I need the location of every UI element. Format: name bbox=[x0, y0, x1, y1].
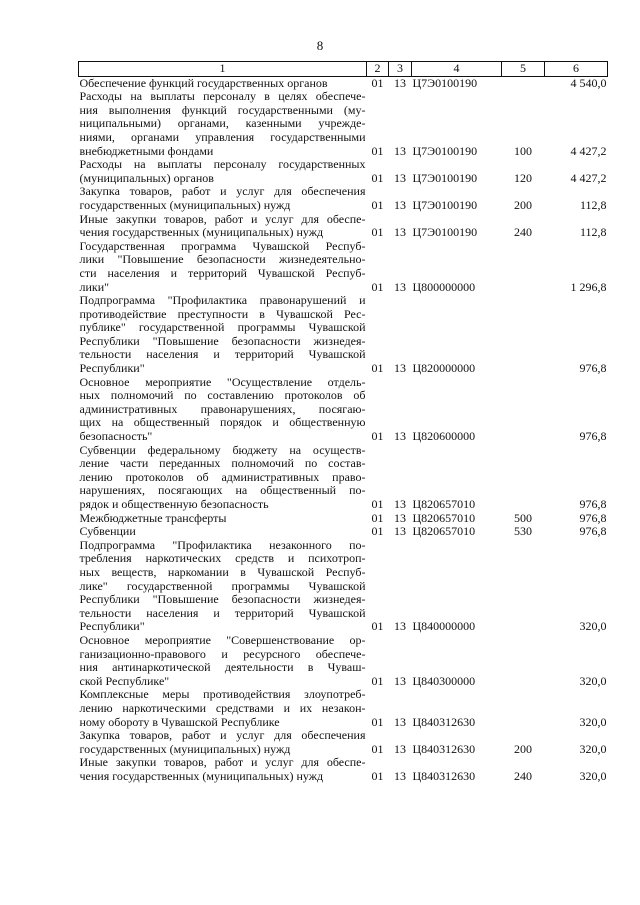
target-article-code: Ц820657010 bbox=[412, 524, 476, 539]
table-row bbox=[79, 376, 608, 444]
subsection-code: 13 bbox=[394, 361, 406, 376]
description-line: чения государственных (муниципальных) нужд bbox=[79, 768, 324, 783]
row-description bbox=[79, 444, 367, 512]
description-line: внебюджетными фондами bbox=[79, 143, 214, 158]
target-article-code: Ц7Э0100190 bbox=[412, 75, 478, 90]
target-article-code: Ц820600000 bbox=[412, 429, 476, 444]
table-row bbox=[79, 688, 608, 729]
row-description bbox=[79, 376, 367, 444]
description-line: ской Республике" bbox=[79, 673, 170, 688]
description-line: сти населения и территорий Чувашской Респуб- bbox=[79, 265, 366, 280]
description-line: публике" государственной программы Чувашской bbox=[79, 320, 366, 335]
table-row bbox=[79, 634, 608, 688]
description-line: государственных (муниципальных) нужд bbox=[79, 197, 291, 212]
amount: 4 427,2 bbox=[570, 143, 607, 158]
section-code: 01 bbox=[371, 714, 384, 729]
target-article-code: Ц7Э0100190 bbox=[412, 170, 478, 185]
target-article-code: Ц840312630 bbox=[412, 768, 476, 783]
subsection-code: 13 bbox=[394, 714, 406, 729]
section-code: 01 bbox=[371, 510, 384, 525]
description-line: рядок и общественную безопасность bbox=[79, 497, 269, 511]
table-row bbox=[79, 539, 608, 634]
amount: 320,0 bbox=[579, 619, 607, 634]
expense-type-code bbox=[502, 76, 545, 90]
description-line: Закупка товаров, работ и услуг для обеспечения bbox=[79, 728, 366, 743]
table-row bbox=[79, 444, 608, 512]
row-description bbox=[79, 756, 367, 783]
row-description bbox=[79, 539, 367, 634]
section-code: 01 bbox=[371, 279, 384, 294]
row-description bbox=[79, 90, 367, 158]
description-line: государственных (муниципальных) нужд bbox=[79, 741, 291, 756]
target-article-code: Ц7Э0100190 bbox=[412, 197, 478, 212]
expense-type-code: 120 bbox=[514, 170, 532, 185]
target-article-code: Ц840000000 bbox=[412, 619, 476, 634]
subsection-code: 13 bbox=[394, 741, 406, 756]
amount: 320,0 bbox=[579, 714, 607, 729]
description-line: ния антинаркотической деятельности в Чуваш- bbox=[79, 660, 366, 675]
subsection-code: 13 bbox=[394, 429, 406, 444]
amount: 976,8 bbox=[579, 524, 607, 539]
expense-type-code bbox=[502, 240, 545, 294]
expense-type-code: 530 bbox=[514, 524, 532, 539]
description-line: чения государственных (муниципальных) нужд bbox=[79, 225, 324, 240]
description-line: Межбюджетные трансферты bbox=[79, 510, 227, 525]
description-line: Республики" bbox=[79, 361, 145, 376]
amount: 320,0 bbox=[579, 741, 607, 756]
target-article-code: Ц7Э0100190 bbox=[412, 143, 478, 158]
description-line: Основное мероприятие "Совершенствование ор- bbox=[79, 632, 366, 647]
table-row bbox=[79, 512, 608, 526]
expense-type-code: 240 bbox=[514, 768, 532, 783]
target-article-code: Ц820000000 bbox=[412, 361, 476, 376]
row-description bbox=[79, 525, 367, 539]
expense-type-code bbox=[502, 634, 545, 688]
row-description bbox=[79, 634, 367, 688]
description-line: Иные закупки товаров, работ и услуг для обеспе- bbox=[79, 755, 366, 770]
section-code: 01 bbox=[371, 673, 384, 688]
subsection-code: 13 bbox=[394, 510, 406, 525]
expense-type-code: 100 bbox=[514, 143, 532, 158]
description-line: Государственная программа Чувашской Респуб- bbox=[79, 238, 366, 253]
section-code: 01 bbox=[371, 361, 384, 376]
section-code: 01 bbox=[371, 143, 384, 158]
row-description bbox=[79, 240, 367, 294]
target-article-code: Ц7Э0100190 bbox=[412, 225, 478, 240]
row-description bbox=[79, 185, 367, 212]
description-line: ному обороту в Чувашской Республике bbox=[79, 714, 280, 729]
description-line: лению наркотическими средствами и их незакон- bbox=[79, 700, 366, 715]
row-description bbox=[79, 158, 367, 185]
description-line: щих на общественный порядок и общественную bbox=[79, 415, 366, 430]
description-line: Иные закупки товаров, работ и услуг для обеспе- bbox=[79, 211, 366, 226]
description-line: административных правонарушениях, посягаю- bbox=[79, 401, 366, 416]
column-header-6: 6 bbox=[545, 62, 608, 77]
header-row bbox=[79, 62, 608, 77]
amount: 4 427,2 bbox=[570, 170, 607, 185]
expense-type-code: 200 bbox=[514, 741, 532, 756]
expense-type-code: 240 bbox=[514, 225, 532, 240]
expense-type-code bbox=[502, 294, 545, 376]
table-row bbox=[79, 294, 608, 376]
description-line: ниями, органами управления государственными bbox=[79, 129, 366, 144]
description-line: Субвенции bbox=[79, 524, 136, 539]
row-description bbox=[79, 76, 367, 90]
target-article-code: Ц840312630 bbox=[412, 741, 476, 756]
table-row bbox=[79, 185, 608, 212]
table-row bbox=[79, 76, 608, 90]
subsection-code: 13 bbox=[394, 75, 406, 90]
description-line: Закупка товаров, работ и услуг для обеспечения bbox=[79, 184, 366, 199]
column-header-3: 3 bbox=[389, 62, 412, 77]
subsection-code: 13 bbox=[394, 673, 406, 688]
section-code: 01 bbox=[371, 75, 384, 90]
description-line: Подпрограмма "Профилактика правонарушений и bbox=[79, 293, 366, 308]
description-line: ния выполнения функций государственными (му- bbox=[79, 102, 366, 117]
target-article-code: Ц820657010 bbox=[412, 497, 476, 511]
column-header-2: 2 bbox=[367, 62, 389, 77]
section-code: 01 bbox=[371, 741, 384, 756]
description-line: ление части переданных полномочий по состав- bbox=[79, 456, 366, 471]
description-line: Комплексные меры противодействия злоупотреб- bbox=[79, 687, 366, 702]
subsection-code: 13 bbox=[394, 524, 406, 539]
amount: 112,8 bbox=[579, 225, 607, 240]
amount: 320,0 bbox=[579, 673, 607, 688]
subsection-code: 13 bbox=[394, 225, 406, 240]
subsection-code: 13 bbox=[394, 497, 406, 511]
table-row bbox=[79, 213, 608, 240]
section-code: 01 bbox=[371, 524, 384, 539]
description-line: лике" государственной программы Чувашской bbox=[79, 578, 366, 593]
subsection-code: 13 bbox=[394, 279, 406, 294]
expense-type-code bbox=[502, 539, 545, 634]
row-description bbox=[79, 213, 367, 240]
subsection-code: 13 bbox=[394, 768, 406, 783]
description-line: Республики "Повышение безопасности жизнедея- bbox=[79, 592, 366, 607]
amount: 976,8 bbox=[579, 497, 607, 511]
column-header-4: 4 bbox=[412, 62, 502, 77]
target-article-code: Ц840300000 bbox=[412, 673, 476, 688]
description-line: Расходы на выплаты персоналу государственных bbox=[79, 157, 366, 172]
description-line: Основное мероприятие "Осуществление отдель- bbox=[79, 374, 366, 389]
section-code: 01 bbox=[371, 170, 384, 185]
section-code: 01 bbox=[371, 497, 384, 511]
target-article-code: Ц800000000 bbox=[412, 279, 476, 294]
subsection-code: 13 bbox=[394, 170, 406, 185]
expense-type-code: 200 bbox=[514, 197, 532, 212]
description-line: противодействие преступности в Чувашской Рес- bbox=[79, 306, 366, 321]
amount: 4 540,0 bbox=[570, 75, 607, 90]
expense-type-code: 500 bbox=[514, 510, 532, 525]
subsection-code: 13 bbox=[394, 197, 406, 212]
page-number: 8 bbox=[316, 38, 324, 53]
description-line: ганизационно-правового и ресурсного обеспече- bbox=[79, 646, 366, 661]
column-header-1: 1 bbox=[79, 62, 367, 77]
description-line: ниципальными) органами, казенными учрежде- bbox=[79, 116, 366, 131]
expense-type-code bbox=[502, 376, 545, 444]
table-row bbox=[79, 158, 608, 185]
row-description bbox=[79, 294, 367, 376]
description-line: ных полномочий по составлению протоколов об bbox=[79, 388, 366, 403]
table-row bbox=[79, 525, 608, 539]
description-line: Подпрограмма "Профилактика незаконного по- bbox=[79, 537, 366, 552]
amount: 976,8 bbox=[579, 361, 607, 376]
section-code: 01 bbox=[371, 429, 384, 444]
section-code: 01 bbox=[371, 768, 384, 783]
table-row bbox=[79, 756, 608, 783]
amount: 320,0 bbox=[579, 768, 607, 783]
description-line: требления наркотических средств и психотроп- bbox=[79, 551, 366, 566]
description-line: Республики" bbox=[79, 619, 145, 634]
expense-type-code bbox=[502, 688, 545, 729]
section-code: 01 bbox=[371, 619, 384, 634]
subsection-code: 13 bbox=[394, 143, 406, 158]
table-row bbox=[79, 90, 608, 158]
target-article-code: Ц820657010 bbox=[412, 510, 476, 525]
target-article-code: Ц840312630 bbox=[412, 714, 476, 729]
description-line: (муниципальных) органов bbox=[79, 170, 214, 185]
table-row bbox=[79, 729, 608, 756]
description-line: тельности населения и территорий Чувашской bbox=[79, 347, 366, 362]
description-line: лики" bbox=[79, 279, 110, 294]
description-line: тельности населения и территорий Чувашской bbox=[79, 605, 366, 620]
description-line: Субвенции федеральному бюджету на осуществ- bbox=[79, 442, 366, 457]
description-line: ных веществ, наркомании в Чувашской Респуб- bbox=[79, 564, 366, 579]
column-header-5: 5 bbox=[502, 62, 545, 77]
row-description bbox=[79, 512, 367, 526]
row-description bbox=[79, 688, 367, 729]
description-line: Республики "Повышение безопасности жизнедея- bbox=[79, 333, 366, 348]
amount: 976,8 bbox=[579, 429, 607, 444]
amount: 976,8 bbox=[579, 510, 607, 525]
description-line: лики "Повышение безопасности жизнедеятельно- bbox=[79, 252, 366, 267]
description-line: лению протоколов об административных право- bbox=[79, 469, 366, 484]
budget-table bbox=[78, 61, 608, 783]
description-line: Расходы на выплаты персоналу в целях обеспече- bbox=[79, 89, 366, 104]
description-line: безопасность" bbox=[79, 429, 153, 444]
section-code: 01 bbox=[371, 225, 384, 240]
amount: 112,8 bbox=[579, 197, 607, 212]
description-line: нарушениях, посягающих на общественный по- bbox=[79, 483, 366, 498]
row-description bbox=[79, 729, 367, 756]
subsection-code: 13 bbox=[394, 619, 406, 634]
section-code: 01 bbox=[371, 197, 384, 212]
amount: 1 296,8 bbox=[570, 279, 607, 294]
expense-type-code bbox=[502, 444, 545, 512]
description-line: Обеспечение функций государственных органов bbox=[79, 75, 328, 90]
table-row bbox=[79, 240, 608, 294]
